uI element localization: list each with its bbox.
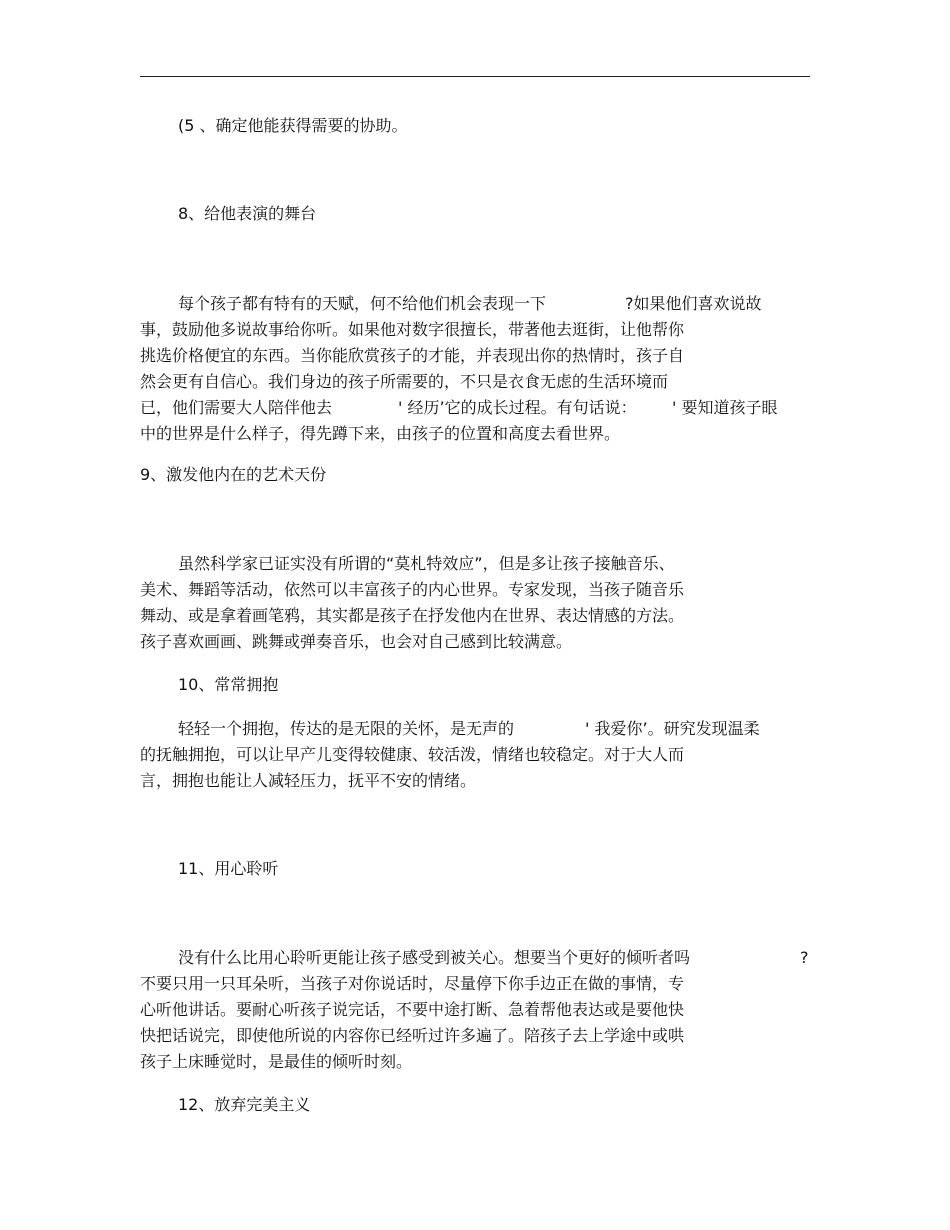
section-11-heading: 11、用心聆听: [178, 859, 279, 878]
section-9-line-3: 舞动、或是拿着画笔鸦，其实都是孩子在抒发他内在世界、表达情感的方法。: [140, 606, 685, 625]
header-rule: [140, 76, 810, 77]
section-10-line-1b: ' 我爱你’。研究发现温柔: [585, 719, 760, 738]
section-11-line-4: 快把话说完，即使他所说的内容你已经听过许多遍了。陪孩子去上学途中或哄: [140, 1026, 685, 1045]
section-11-line-1a: 没有什么比用心聆听更能让孩子感受到被关心。想要当个更好的倾听者吗: [178, 948, 691, 967]
section-8-line-3: 挑选价格便宜的东西。当你能欣赏孩子的才能，并表现出你的热情时，孩子自: [140, 346, 685, 365]
section-8-line-6: 中的世界是什么样子，得先蹲下来，由孩子的位置和高度去看世界。: [140, 424, 621, 443]
section-8-line-5c: ' 要知道孩子眼: [672, 398, 778, 417]
section-11-line-3: 心听他讲话。要耐心听孩子说完话，不要中途打断、急着帮他表达或是要他快: [140, 1000, 685, 1019]
section-10-line-2: 的抚触拥抱，可以让早产儿变得较健康、较活泼，情绪也较稳定。对于大人而: [140, 745, 685, 764]
section-11-line-2: 不要只用一只耳朵听，当孩子对你说话时，尽量停下你手边正在做的事情，专: [140, 974, 685, 993]
section-8-heading: 8、给他表演的舞台: [178, 204, 317, 223]
section-11-line-1b: ?: [800, 948, 809, 967]
section-8-line-2: 事，鼓励他多说故事给你听。如果他对数字很擅长，带著他去逛街，让他帮你: [140, 320, 685, 339]
section-8-line-1b: ?如果他们喜欢说故: [625, 294, 762, 313]
section-9-line-4: 孩子喜欢画画、跳舞或弹奏音乐，也会对自己感到比较满意。: [140, 632, 573, 651]
section-8-line-5b: ' 经历’它的成长过程。有句话说：: [398, 398, 637, 417]
section-8-line-4: 然会更有自信心。我们身边的孩子所需要的，不只是衣食无虑的生活环境而: [140, 372, 669, 391]
section-10-line-1a: 轻轻一个拥抱，传达的是无限的关怀，是无声的: [178, 719, 515, 738]
section-10-heading: 10、常常拥抱: [178, 675, 279, 694]
section-8-line-1a: 每个孩子都有特有的天赋，何不给他们机会表现一下: [178, 294, 547, 313]
section-10-line-3: 言，拥抱也能让人减轻压力，抚平不安的情绪。: [140, 771, 477, 790]
section-9-line-1: 虽然科学家已证实没有所谓的“莫札特效应”，但是多让孩子接触音乐、: [178, 554, 675, 573]
section-12-heading: 12、放弃完美主义: [178, 1095, 311, 1114]
item-5-text: (5 、确定他能获得需要的协助。: [178, 116, 408, 135]
section-9-line-2: 美术、舞蹈等活动，依然可以丰富孩子的内心世界。专家发现，当孩子随音乐: [140, 580, 685, 599]
section-8-line-5a: 已，他们需要大人陪伴他去: [140, 398, 333, 417]
section-9-heading: 9、激发他内在的艺术天份: [140, 465, 327, 484]
section-11-line-5: 孩子上床睡觉时，是最佳的倾听时刻。: [140, 1052, 413, 1071]
